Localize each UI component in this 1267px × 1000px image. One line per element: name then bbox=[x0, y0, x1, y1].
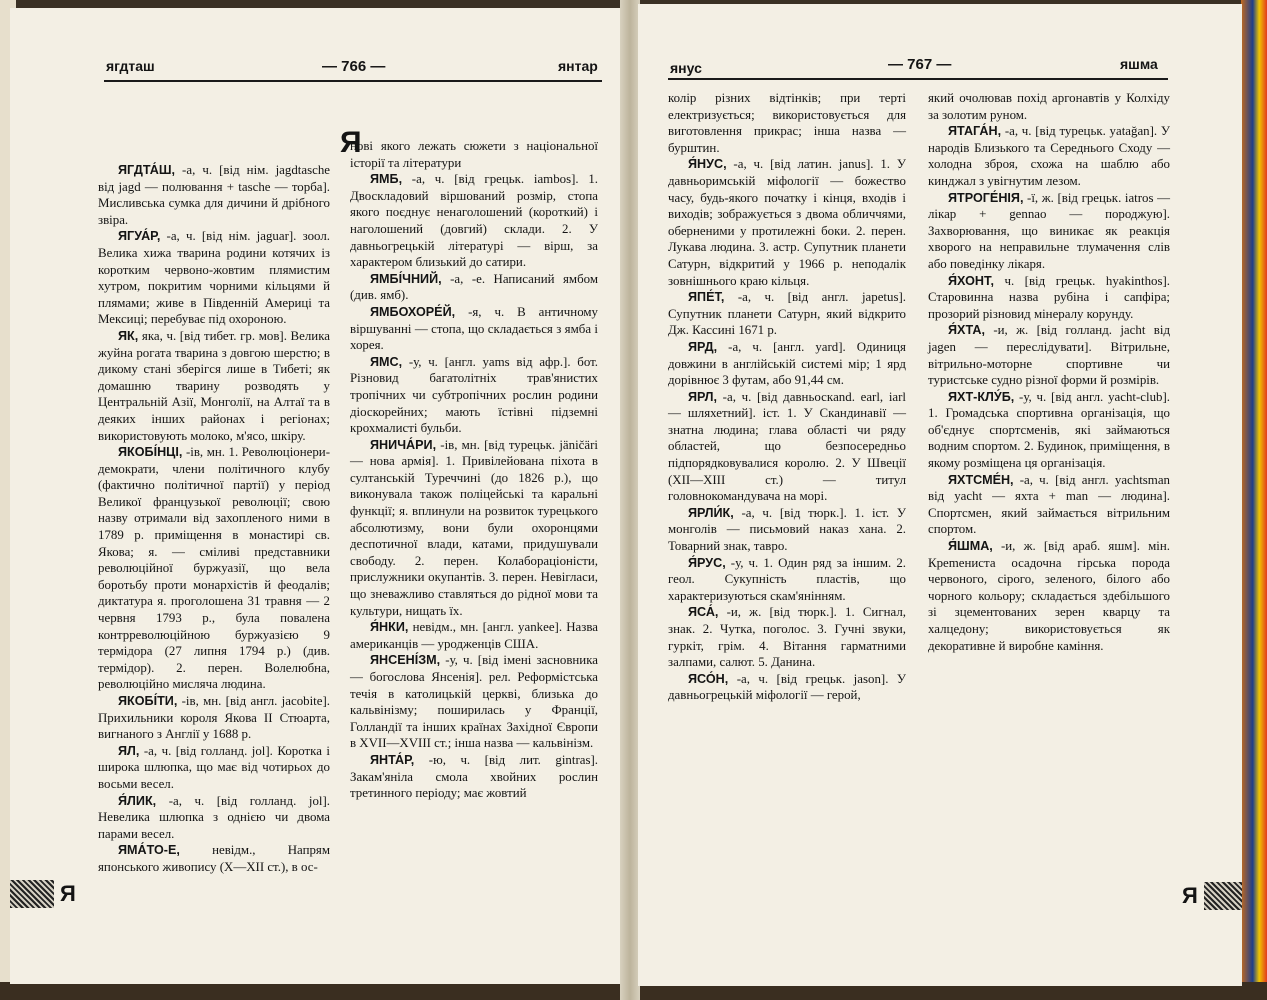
entry-headword: Я́РУС, bbox=[688, 555, 726, 570]
entry-headword: ЯПЕ́Т, bbox=[688, 290, 725, 305]
entry-definition: -а, ч. [від англ. yachtsman від yacht — яхта + man — людина]. Спортсмен, який займається вітрильним спортом. bbox=[928, 472, 1170, 537]
entry-definition: -а, ч. [від англ. japetus]. Супутник планети Сатурн, який відкрито Дж. Кассині 1671 р. bbox=[668, 290, 906, 338]
dictionary-entry bbox=[350, 752, 598, 802]
dictionary-entry bbox=[668, 90, 906, 156]
entry-headword: ЯРЛИ́К, bbox=[688, 505, 734, 520]
entry-definition: -у, ч. 1. Один ряд за іншим. 2. геол. Сукупність пластів, що характеризуються скам'янінням. bbox=[668, 555, 906, 603]
entry-headword: ЯХТ-КЛУ́Б, bbox=[948, 389, 1015, 404]
entry-definition: яка, ч. [від тибет. гр. мов]. Велика жуйна рогата тварина з довгою шерстю; в дикому стані зберігся лише в Тибеті; як домашню тварину розводять у Центральній Азії, Монголії, на Алтаї та в деяких інших районах і регіонах; використовують молоко, м'ясо, шкіру. bbox=[98, 328, 330, 443]
entry-headword: ЯТРОГЕ́НІЯ, bbox=[948, 190, 1024, 205]
page-number: — 767 — bbox=[888, 56, 952, 73]
dictionary-column bbox=[350, 138, 598, 802]
dictionary-entry bbox=[928, 538, 1170, 654]
entry-definition: -а, ч. [від грецьк. jason]. У давньогрецькій міфології — герой, bbox=[668, 671, 906, 703]
entry-headword: ЯМА́ТО-Е, bbox=[118, 843, 180, 858]
running-head-left: янус bbox=[670, 60, 702, 76]
entry-headword: ЯНТА́Р, bbox=[370, 752, 415, 767]
dictionary-entry bbox=[928, 472, 1170, 538]
entry-headword: ЯГУА́Р, bbox=[118, 229, 161, 244]
entry-headword: ЯТАГА́Н, bbox=[948, 124, 1002, 139]
dictionary-entry bbox=[350, 171, 598, 271]
entry-headword: ЯМБ, bbox=[370, 172, 403, 187]
running-head-right: янтар bbox=[558, 58, 598, 74]
dictionary-entry bbox=[350, 304, 598, 354]
dictionary-entry bbox=[668, 389, 906, 505]
dictionary-entry bbox=[350, 271, 598, 304]
entry-definition: невідм., мн. [англ. yankee]. Назва американців — уродженців США. bbox=[350, 620, 598, 651]
entry-definition: ч. [від грецьк. hyakinthos]. Старовинна назва рубіна і сапфіра; прозорий різновид мінералу корунду. bbox=[928, 273, 1170, 321]
entry-headword: Я́НУС, bbox=[688, 157, 727, 172]
dictionary-entry bbox=[668, 289, 906, 339]
entry-headword: ЯКОБІ́ТИ, bbox=[118, 694, 178, 708]
entry-headword: ЯЛ, bbox=[118, 743, 140, 758]
dictionary-column bbox=[668, 90, 906, 704]
entry-headword: ЯК, bbox=[118, 328, 139, 343]
entry-headword: ЯРЛ, bbox=[688, 389, 717, 404]
right-book-edge bbox=[1241, 0, 1267, 1000]
entry-definition: -а, ч. [від турецьк. yatağan]. У народів Близького та Середнього Сходу — холодна зброя, схожа на шаблю або кинджал з увігнутим лезом. bbox=[928, 124, 1170, 188]
entry-headword: Я́ЛИК, bbox=[118, 793, 157, 808]
entry-headword: ЯРД, bbox=[688, 339, 718, 354]
entry-definition: -а, -е. Написаний ямбом (див. ямб). bbox=[350, 271, 598, 303]
thumb-index-hatch bbox=[1204, 882, 1242, 910]
dictionary-entry bbox=[668, 555, 906, 605]
entry-definition: -а, ч. [від тюрк.]. 1. іст. У монголів — письмовий наказ хана. 2. Товарний знак, тавро. bbox=[668, 505, 906, 554]
dictionary-entry bbox=[98, 793, 330, 843]
entry-headword: Я́ШМА, bbox=[948, 539, 993, 554]
entry-headword: ЯНИЧА́РИ, bbox=[370, 437, 437, 452]
entry-definition: -ю, ч. [від лит. gintras]. Закам'яніла смола хвойних рослин третинного періоду; має жовтий bbox=[350, 752, 598, 801]
dictionary-entry bbox=[668, 339, 906, 389]
dictionary-entry bbox=[928, 190, 1170, 273]
dictionary-entry bbox=[350, 437, 598, 620]
page-number: — 766 — bbox=[322, 58, 386, 75]
dictionary-entry bbox=[668, 505, 906, 555]
running-head-right: яшма bbox=[1120, 56, 1158, 72]
thumb-index-hatch bbox=[10, 880, 54, 908]
dictionary-entry bbox=[928, 322, 1170, 388]
section-letter: Я bbox=[340, 126, 362, 159]
entry-definition: -а, ч. [від давньоскand. earl, iarl — шляхетний]. іст. 1. У Скандинавії — знатна людина; глава області чи ряду областей, що безпосередньо підпорядковувалися королю. 2. У Швеції (XII—XIII ст.) — титул головнокомандувача на морі. bbox=[668, 389, 906, 504]
entry-definition: який очолював похід аргонавтів у Колхіду за золотим руном. bbox=[928, 91, 1170, 122]
entry-definition: -а, ч. [від латин. janus]. 1. У давньоримській міфології — божество часу, будь-якого початку і кінця, входів і виходів; зображується з двома обличчями, оберненими у протилежні боки. 2. перен. Лукава людина. 3. астр. Супутник планети Сатурн, відкритий у 1966 р. неподалік зовнішнього краю кільця. bbox=[668, 157, 906, 288]
thumb-index-letter: Я bbox=[1182, 883, 1198, 908]
entry-headword: ЯСА́, bbox=[688, 605, 719, 620]
dictionary-entry bbox=[350, 354, 598, 437]
dictionary-entry bbox=[350, 652, 598, 752]
dictionary-entry bbox=[668, 604, 906, 670]
entry-headword: ЯСО́Н, bbox=[688, 671, 729, 686]
left-page bbox=[10, 8, 622, 984]
entry-headword: Я́ХТА, bbox=[948, 323, 985, 338]
entry-definition: -и, ж. [від голланд. jacht від jagen — переслідувати]. Вітрильне, вітрильно-моторне спортивне чи туристське судно різної форми й розмірів. bbox=[928, 323, 1170, 388]
entry-headword: Я́ХОНТ, bbox=[948, 273, 994, 288]
dictionary-entry bbox=[668, 156, 906, 289]
page-gutter bbox=[620, 0, 640, 1000]
entry-definition: -а, ч. [від грецьк. iambos]. 1. Двоскладовий віршований розмір, стопа якого поєднує ненаголошений (короткий) і наголошений (довгий) склади. 2. У давньогрецькій літературі — вірш, за характером близький до сатири. bbox=[350, 172, 598, 270]
entry-definition: -ів, мн. [від англ. jacobite]. Прихильники короля Якова II Стюарта, вигнаного з Англії у 1688 р. bbox=[98, 694, 330, 742]
entry-definition: -я, ч. В античному віршуванні — стопа, що складається з ямба і хорея. bbox=[350, 304, 598, 353]
dictionary-entry bbox=[98, 743, 330, 793]
entry-definition: -а, ч. [від нім. jaguar]. зоол. Велика хижа тварина родини котячих із коротким червоно-жовтим плямистим хутром, покритим чорними кільцями й плямами; живе в Південній Америці та Мексиці; перебуває під охороною. bbox=[98, 229, 330, 327]
entry-definition: -и, ж. [від араб. яшм]. мін. Крemениста осадочна гірська порода червоного, сірого, зеленого, білого або чорного кольору; складається здебільшого зі зцементованих зерен кварцу та халцедону; використовується як декоративне й виробне каміння. bbox=[928, 539, 1170, 653]
entry-definition: колір різних відтінків; при терті електризується; використовується для виготовлення прикрас; інша назва — бурштин. bbox=[668, 91, 906, 155]
running-head-left: ягдташ bbox=[106, 58, 155, 74]
dictionary-column bbox=[98, 162, 330, 876]
dictionary-entry bbox=[98, 444, 330, 693]
entry-definition: -у, ч. [англ. yams від афр.]. бот. Різновид багатолітніх трав'янистих тропічних чи субтропічних рослин родини діоскорейних; мають їстівні підземні крохмалисті бульби. bbox=[350, 354, 598, 436]
dictionary-entry bbox=[928, 273, 1170, 323]
dictionary-entry bbox=[928, 389, 1170, 472]
dictionary-entry bbox=[98, 328, 330, 444]
entry-headword: ЯКОБІ́НЦІ, bbox=[118, 445, 183, 460]
entry-headword: Я́НКИ, bbox=[370, 620, 409, 635]
entry-definition: -и, ж. [від тюрк.]. 1. Сигнал, знак. 2. Чутка, поголос. 3. Гучні звуки, гуркіт, грім. 4. Вітання гарматними залпами, салют. 5. Данина. bbox=[668, 605, 906, 670]
entry-definition: -а, ч. [від голланд. jol]. Невелика шлюпка з однією чи двома парами весел. bbox=[98, 793, 330, 841]
dictionary-entry bbox=[928, 123, 1170, 189]
entry-definition: -а, ч. [англ. yard]. Одиниця довжини в англійській системі мір; 1 ярд дорівнює 3 футам, або 91,44 см. bbox=[668, 339, 906, 388]
dictionary-entry bbox=[350, 619, 598, 652]
header-rule bbox=[668, 78, 1168, 80]
header-rule bbox=[104, 80, 602, 82]
entry-definition: -ї, ж. [від грецьк. iatros — лікар + gennao — породжую]. Захворювання, що виникає як реакція хворого на неправильне тлумачення слів або поведінку лікаря. bbox=[928, 190, 1170, 271]
dictionary-entry bbox=[350, 138, 598, 171]
dictionary-column bbox=[928, 90, 1170, 654]
dictionary-entry bbox=[98, 842, 330, 875]
entry-definition: -у, ч. [від імені засновника — богослова Янсенія]. рел. Реформістська течія в католицькій церкві, близька до кальвінізму; поширилась у Франції, Голландії та інших країнах Західної Європи в XVII—XVIII ст.; інша назва — кальвінізм. bbox=[350, 653, 598, 751]
thumb-index-letter: Я bbox=[60, 881, 76, 906]
dictionary-entry bbox=[98, 693, 330, 743]
entry-headword: ЯМБІ́ЧНИЙ, bbox=[370, 271, 442, 286]
entry-definition: -ів, мн. 1. Революціонери-демократи, члени політичного клубу (фактично політичної партії) у період Великої французької революції; свою назву отримали від захопленого ними в 1789 р. приміщення в монастирі св. Якова; я. — сміливі представники революційної буржуазії, що вела боротьбу проти монархістів й феодалів; диктатура я. проголошена 31 травня — 2 червня 1793 р., була повалена контрреволюційною буржуазією 9 термідора (27 липня 1794 р.) (див. термідор). 2. перен. Волелюбна, революційно мисляча людина. bbox=[98, 445, 330, 692]
entry-headword: ЯМБОХОРЕ́Й, bbox=[370, 304, 456, 319]
dictionary-entry bbox=[668, 671, 906, 704]
entry-definition: -а, ч. [від голланд. jol]. Коротка і широка шлюпка, що має від чотирьох до восьми весел. bbox=[98, 743, 330, 791]
dictionary-entry bbox=[928, 90, 1170, 123]
right-page bbox=[638, 4, 1242, 986]
entry-headword: ЯГДТА́Ш, bbox=[118, 163, 175, 177]
entry-definition: -ів, мн. [від турецьк. jäničäri — нова армія]. 1. Привілейована піхота в султанській Туреччині (до 1826 р.), що виконувала також поліцейські та каральні функції; я. вплинули на розвиток турецького абсолютизму, вони були охоронцями деспотичної влади, катами, придушували свободу. 2. перен. Колабораціоністи, прислужники окупантів. 3. перен. Невігласи, що зневажливо ставляться до рідної мови та культури, нищать їх. bbox=[350, 437, 598, 618]
entry-definition: -у, ч. [від англ. yacht-club]. 1. Громадська спортивна організація, що об'єднує спортсменів, які займаються водним спортом. 2. Будинок, приміщення, в якому розміщена ця організація. bbox=[928, 389, 1170, 471]
entry-headword: ЯХТСМЕ́Н, bbox=[948, 472, 1014, 487]
dictionary-entry bbox=[98, 162, 330, 228]
entry-headword: ЯМС, bbox=[370, 354, 403, 369]
entry-definition: -а, ч. [від нім. jagdtasche від jagd — полювання + tasche — торба]. Мисливська сумка для дичини й дрібного звіра. bbox=[98, 163, 330, 227]
entry-definition: нові якого лежать сюжети з національної історії та літератури bbox=[350, 139, 598, 170]
entry-headword: ЯНСЕНІ́ЗМ, bbox=[370, 653, 441, 668]
dictionary-entry bbox=[98, 228, 330, 328]
entry-definition: невідм., Напрям японського живопису (X—XII ст.), в ос- bbox=[98, 843, 330, 874]
